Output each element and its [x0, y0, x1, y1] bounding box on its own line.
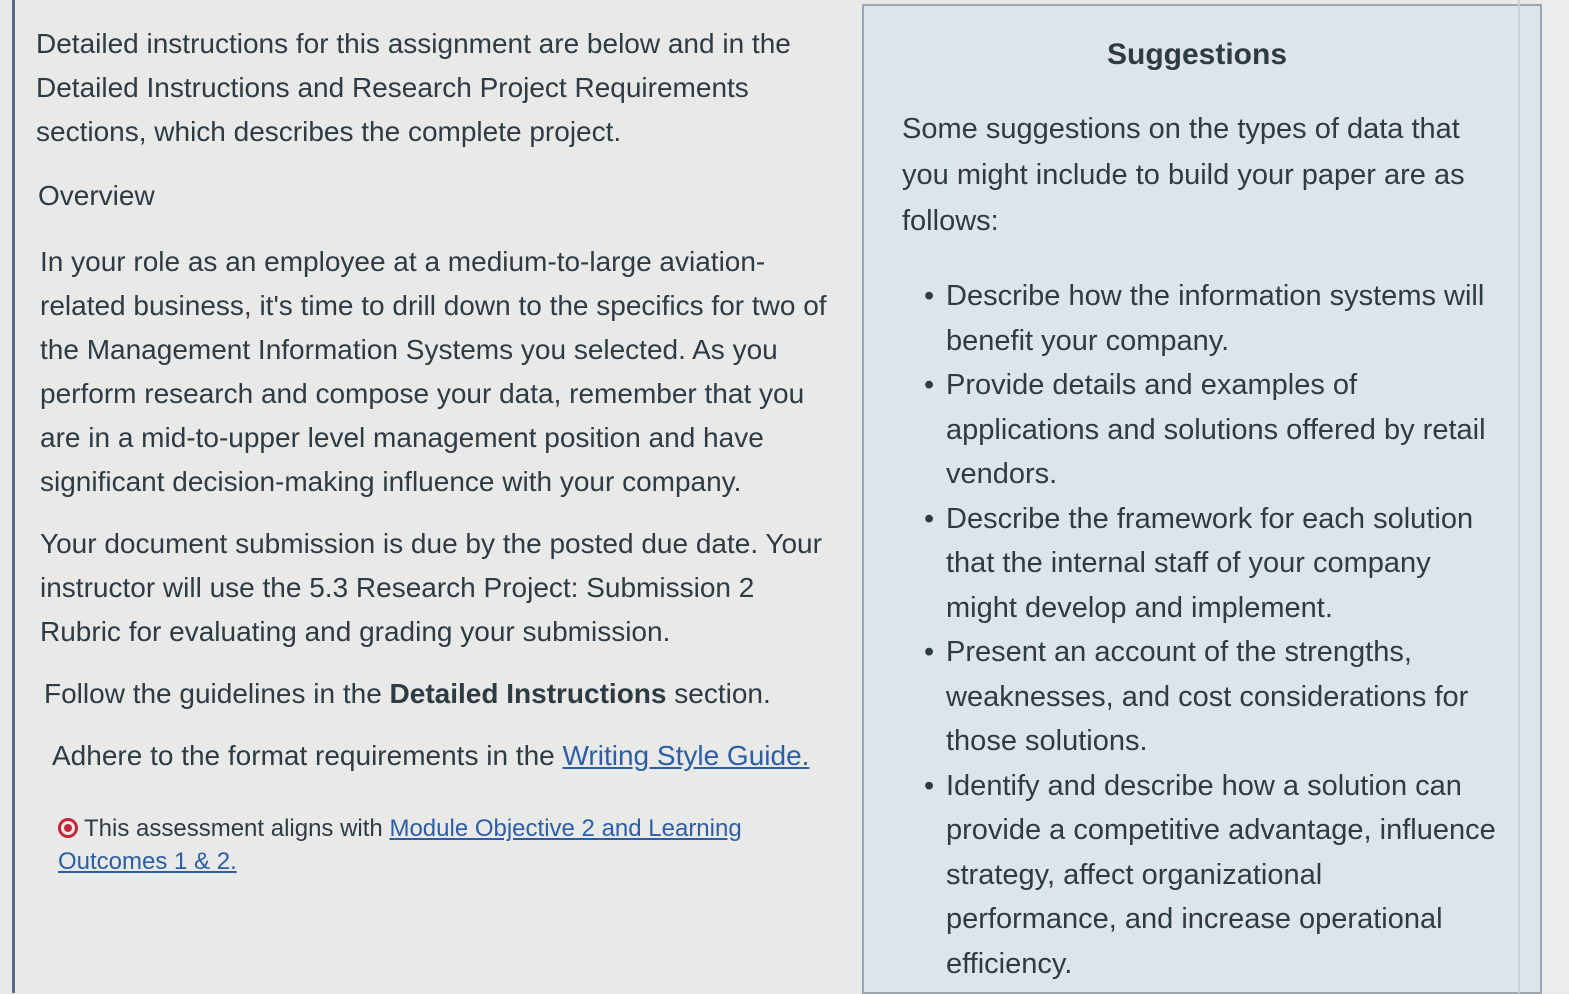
assignment-content [36, 22, 836, 878]
follow-guidelines-paragraph [36, 672, 836, 716]
suggestion-text: Present an account of the strengths, weaknesses, and cost considerations for those solutions. [946, 636, 1469, 757]
bullet-icon: • [924, 769, 935, 802]
list-item [924, 497, 1500, 631]
suggestion-text: Identify and describe how a solution can provide a competitive advantage, influence strategy, affect organizational performance, and increase operational efficiency. [946, 769, 1496, 980]
list-item [924, 764, 1500, 987]
suggestions-intro: Some suggestions on the types of data that you might include to build your paper are as follows: [902, 113, 1465, 237]
writing-style-guide-link[interactable]: Writing Style Guide. [562, 740, 810, 771]
follow-text-after: section. [666, 678, 771, 709]
left-border-rule [12, 0, 15, 993]
overview-heading: Overview [38, 180, 155, 211]
sidebar-edge-line [1518, 0, 1520, 993]
list-item [924, 630, 1500, 764]
adhere-format-paragraph [36, 734, 836, 778]
bullet-icon: • [924, 280, 935, 312]
bullet-icon: • [924, 636, 935, 668]
suggestion-text: Describe the framework for each solution that the internal staff of your company might develop and implement. [946, 502, 1474, 624]
detailed-instructions-bold: Detailed Instructions [389, 678, 667, 709]
role-paragraph: In your role as an employee at a medium-to-large aviation-related business, it's time to drill down to the specifics for two of the Management Information Systems you selected. As you perform research and compose your data, remember that you are in a mid-to-upper level management position and have significant decision-making influence with your company. [40, 246, 827, 497]
bullet-icon: • [924, 369, 935, 401]
list-item [924, 363, 1500, 497]
target-icon [58, 818, 78, 838]
bullet-icon: • [924, 502, 935, 535]
module-objective-link[interactable]: Module Objective 2 and Learning Outcomes 1 & 2. [58, 815, 742, 875]
adhere-text: Adhere to the format requirements in the [52, 740, 563, 771]
suggestions-sidebar [862, 4, 1542, 994]
suggestions-title: Suggestions [1106, 38, 1287, 71]
suggestion-text: Describe how the information systems will benefit your company. [946, 280, 1485, 357]
due-paragraph: Your document submission is due by the posted due date. Your instructor will use the 5.3 Research Project: Submission 2 Rubric for evaluating and grading your submission. [40, 528, 822, 647]
alignment-note [36, 812, 836, 878]
right-margin-strip [1542, 0, 1569, 993]
suggestion-text: Provide details and examples of applications and solutions offered by retail vendors. [946, 369, 1486, 490]
list-item [924, 274, 1500, 363]
intro-paragraph: Detailed instructions for this assignment are below and in the Detailed Instructions and Research Project Requirements sections, which describes the complete project. [36, 28, 791, 147]
suggestions-list [864, 274, 1540, 986]
alignment-text: This assessment aligns with [84, 815, 390, 842]
follow-text-before: Follow the guidelines in the [44, 678, 390, 709]
